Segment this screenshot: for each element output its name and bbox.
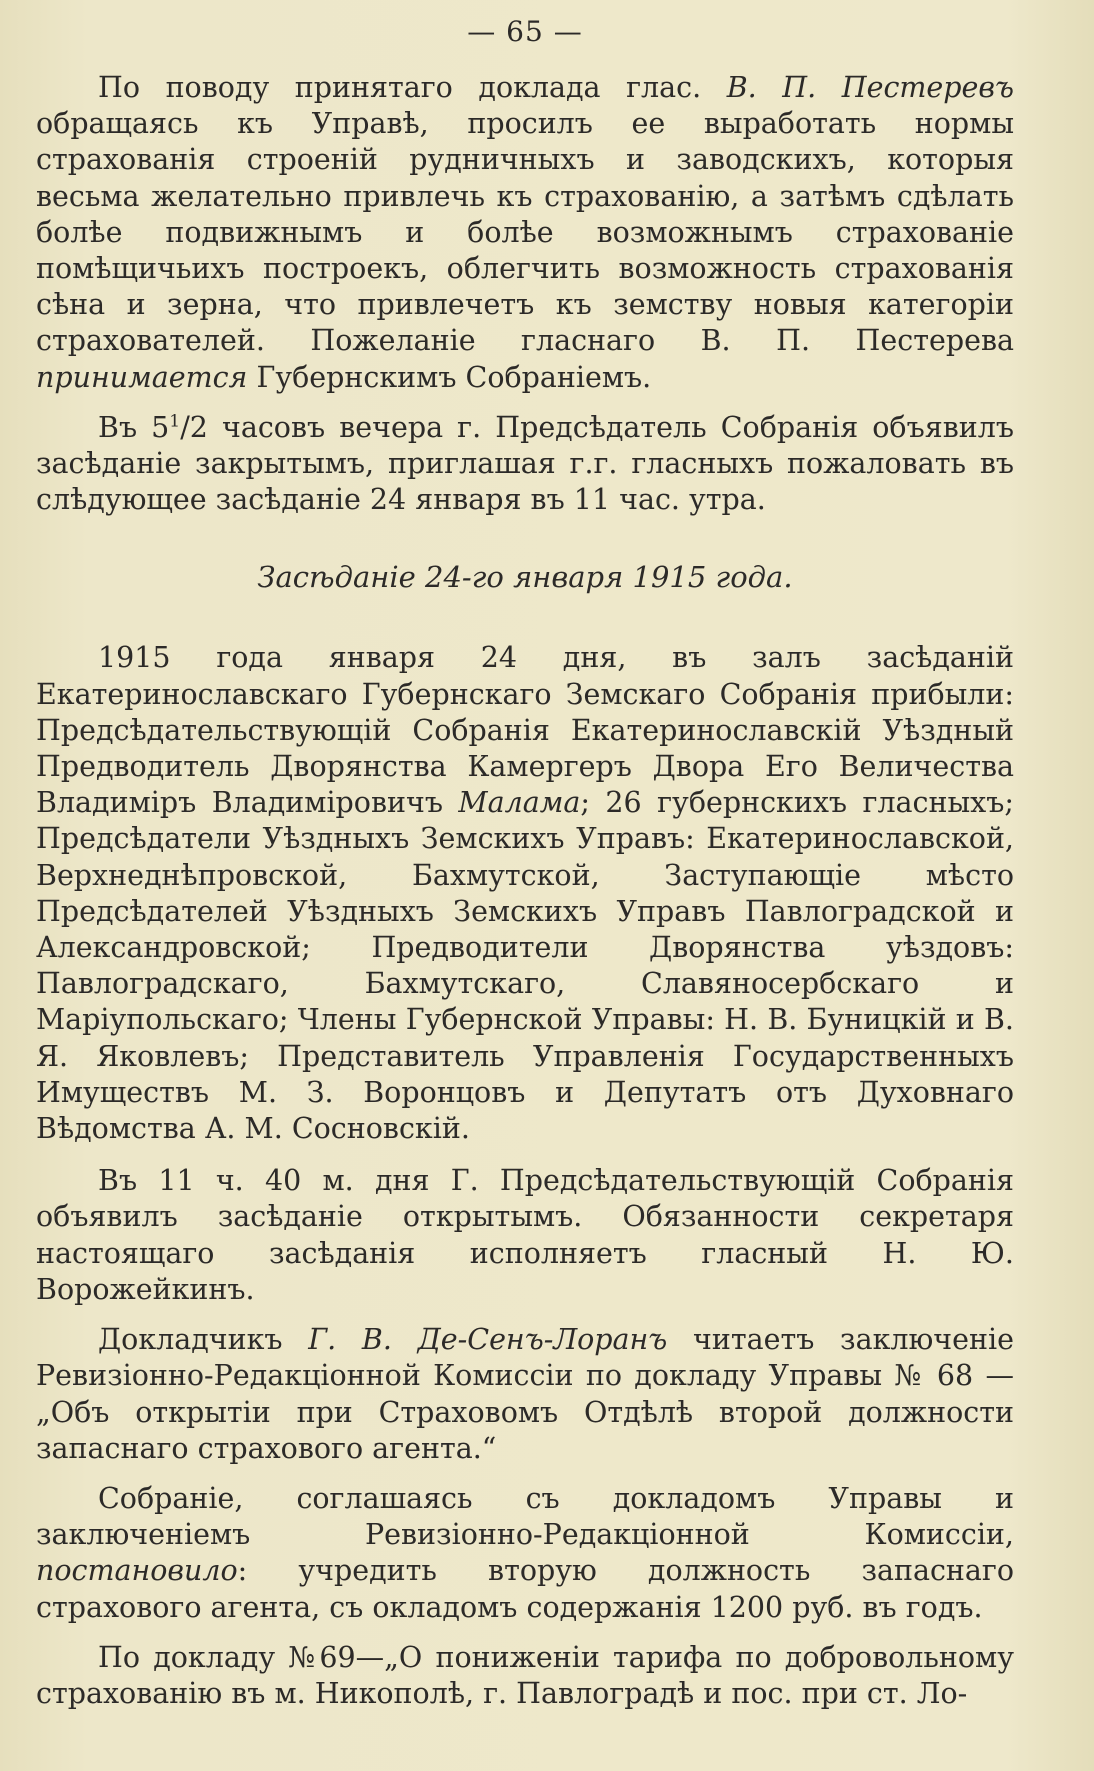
paragraph-text: читаетъ заключеніе Ревизіонно-Редакціонной Комиссіи по докладу Управы № 68 —„Объ открытіи при Страховомъ Отдѣлѣ второй должности запаснаго страхового агента.“ — [36, 1323, 1014, 1465]
paragraph-attendees — [36, 640, 1014, 1147]
paragraph-pesterev-proposal — [36, 70, 1014, 396]
emphasis-text: принимается — [36, 360, 248, 394]
section-title: Засѣданіе 24-го января 1915 года. — [257, 560, 793, 595]
paragraph-text: По поводу принятаго доклада глас. — [98, 71, 727, 104]
person-name: В. П. Пестеревъ — [726, 71, 1014, 104]
paragraph-text: ; 26 губернскихъ гласныхъ; Предсѣдатели Уѣздныхъ Земскихъ Управъ: Екатеринославской, Верхнеднѣпровской, Бахмутской, Заступающіе мѣсто Предсѣдателей Уѣздныхъ Земскихъ Управъ Павлоградской и Александровской; Предводители Дворянства уѣздовъ: Павлоградскаго, Бахмутскаго, Славяносербскаго и Маріупольскаго; Члены Губернской Управы: Н. В. Буницкій и В. Я. Яковлевъ; Представитель Управленія Государственныхъ Имуществъ М. З. Воронцовъ и Депутатъ отъ Духовнаго Вѣдомства А. М. Сосновскій. — [36, 786, 1014, 1146]
fraction-numerator: 1 — [169, 411, 181, 432]
paragraph-text: По докладу №69—„О пониженіи тарифа по добровольному страхованію въ м. Никополѣ, г. Павлоградѣ и пос. при ст. Ло- — [36, 1640, 1014, 1710]
paragraph-text: Собраніе, соглашаясь съ докладомъ Управы и заключеніемъ Ревизіонно-Редакціонной Комиссіи, — [36, 1481, 1014, 1552]
paragraph-text: /2 часовъ вечера г. Предсѣдатель Собранія объявилъ засѣданіе закрытымъ, приглашая г.г. гласныхъ пожаловать въ слѣдующее засѣданіе 24 января въ 11 час. утра. — [36, 410, 1014, 517]
paragraph-report-69 — [36, 1640, 1014, 1712]
paragraph-text: обращаясь къ Управѣ, просилъ ее выработать нормы страхованія строеній рудничныхъ и заводскихъ, которыя весьма желательно привлечь къ страхованію, а затѣмъ сдѣлать болѣе подвижнымъ и болѣе возможнымъ страхованіе помѣщичьихъ построекъ, облегчить возможность страхованія сѣна и зерна, что привлечетъ къ земству новыя категоріи страхователей. Пожеланіе гласнаго В. П. Пестерева — [36, 107, 1014, 358]
paragraph-text: : учредить вторую должность запаснаго страхового агента, съ окладомъ содержанія 1200 руб. въ годъ. — [36, 1554, 1014, 1624]
page-number: — 65 — — [467, 15, 583, 48]
person-name: Г. В. Де-Сенъ-Лоранъ — [308, 1323, 668, 1357]
paragraph-text: Губернскимъ Собраніемъ. — [247, 360, 652, 394]
emphasis-text: постановило — [36, 1554, 238, 1588]
paragraph-text: Въ 5 — [98, 410, 170, 444]
paragraph-text: 1915 года января 24 дня, въ залъ засѣданій Екатеринославскаго Губернскаго Земскаго Собранія прибыли: Предсѣдательствующій Собранія Екатеринославскій Уѣздный Предводитель Дворянства Камергеръ Двора Его Величества Владиміръ Владиміровичъ — [36, 641, 1014, 820]
paragraph-report-68 — [36, 1322, 1014, 1467]
paragraph-resolution — [36, 1481, 1014, 1626]
paragraph-text: Въ 11 ч. 40 м. дня Г. Предсѣдательствующій Собранія объявилъ засѣданіе открытымъ. Обязанности секретаря настоящаго засѣданія исполняетъ гласный Н. Ю. Ворожейкинъ. — [36, 1164, 1014, 1306]
person-name: Малама — [458, 786, 581, 820]
paragraph-session-closed — [36, 410, 1014, 519]
paragraph-text: Докладчикъ — [98, 1323, 309, 1357]
paragraph-session-opened — [36, 1163, 1014, 1308]
